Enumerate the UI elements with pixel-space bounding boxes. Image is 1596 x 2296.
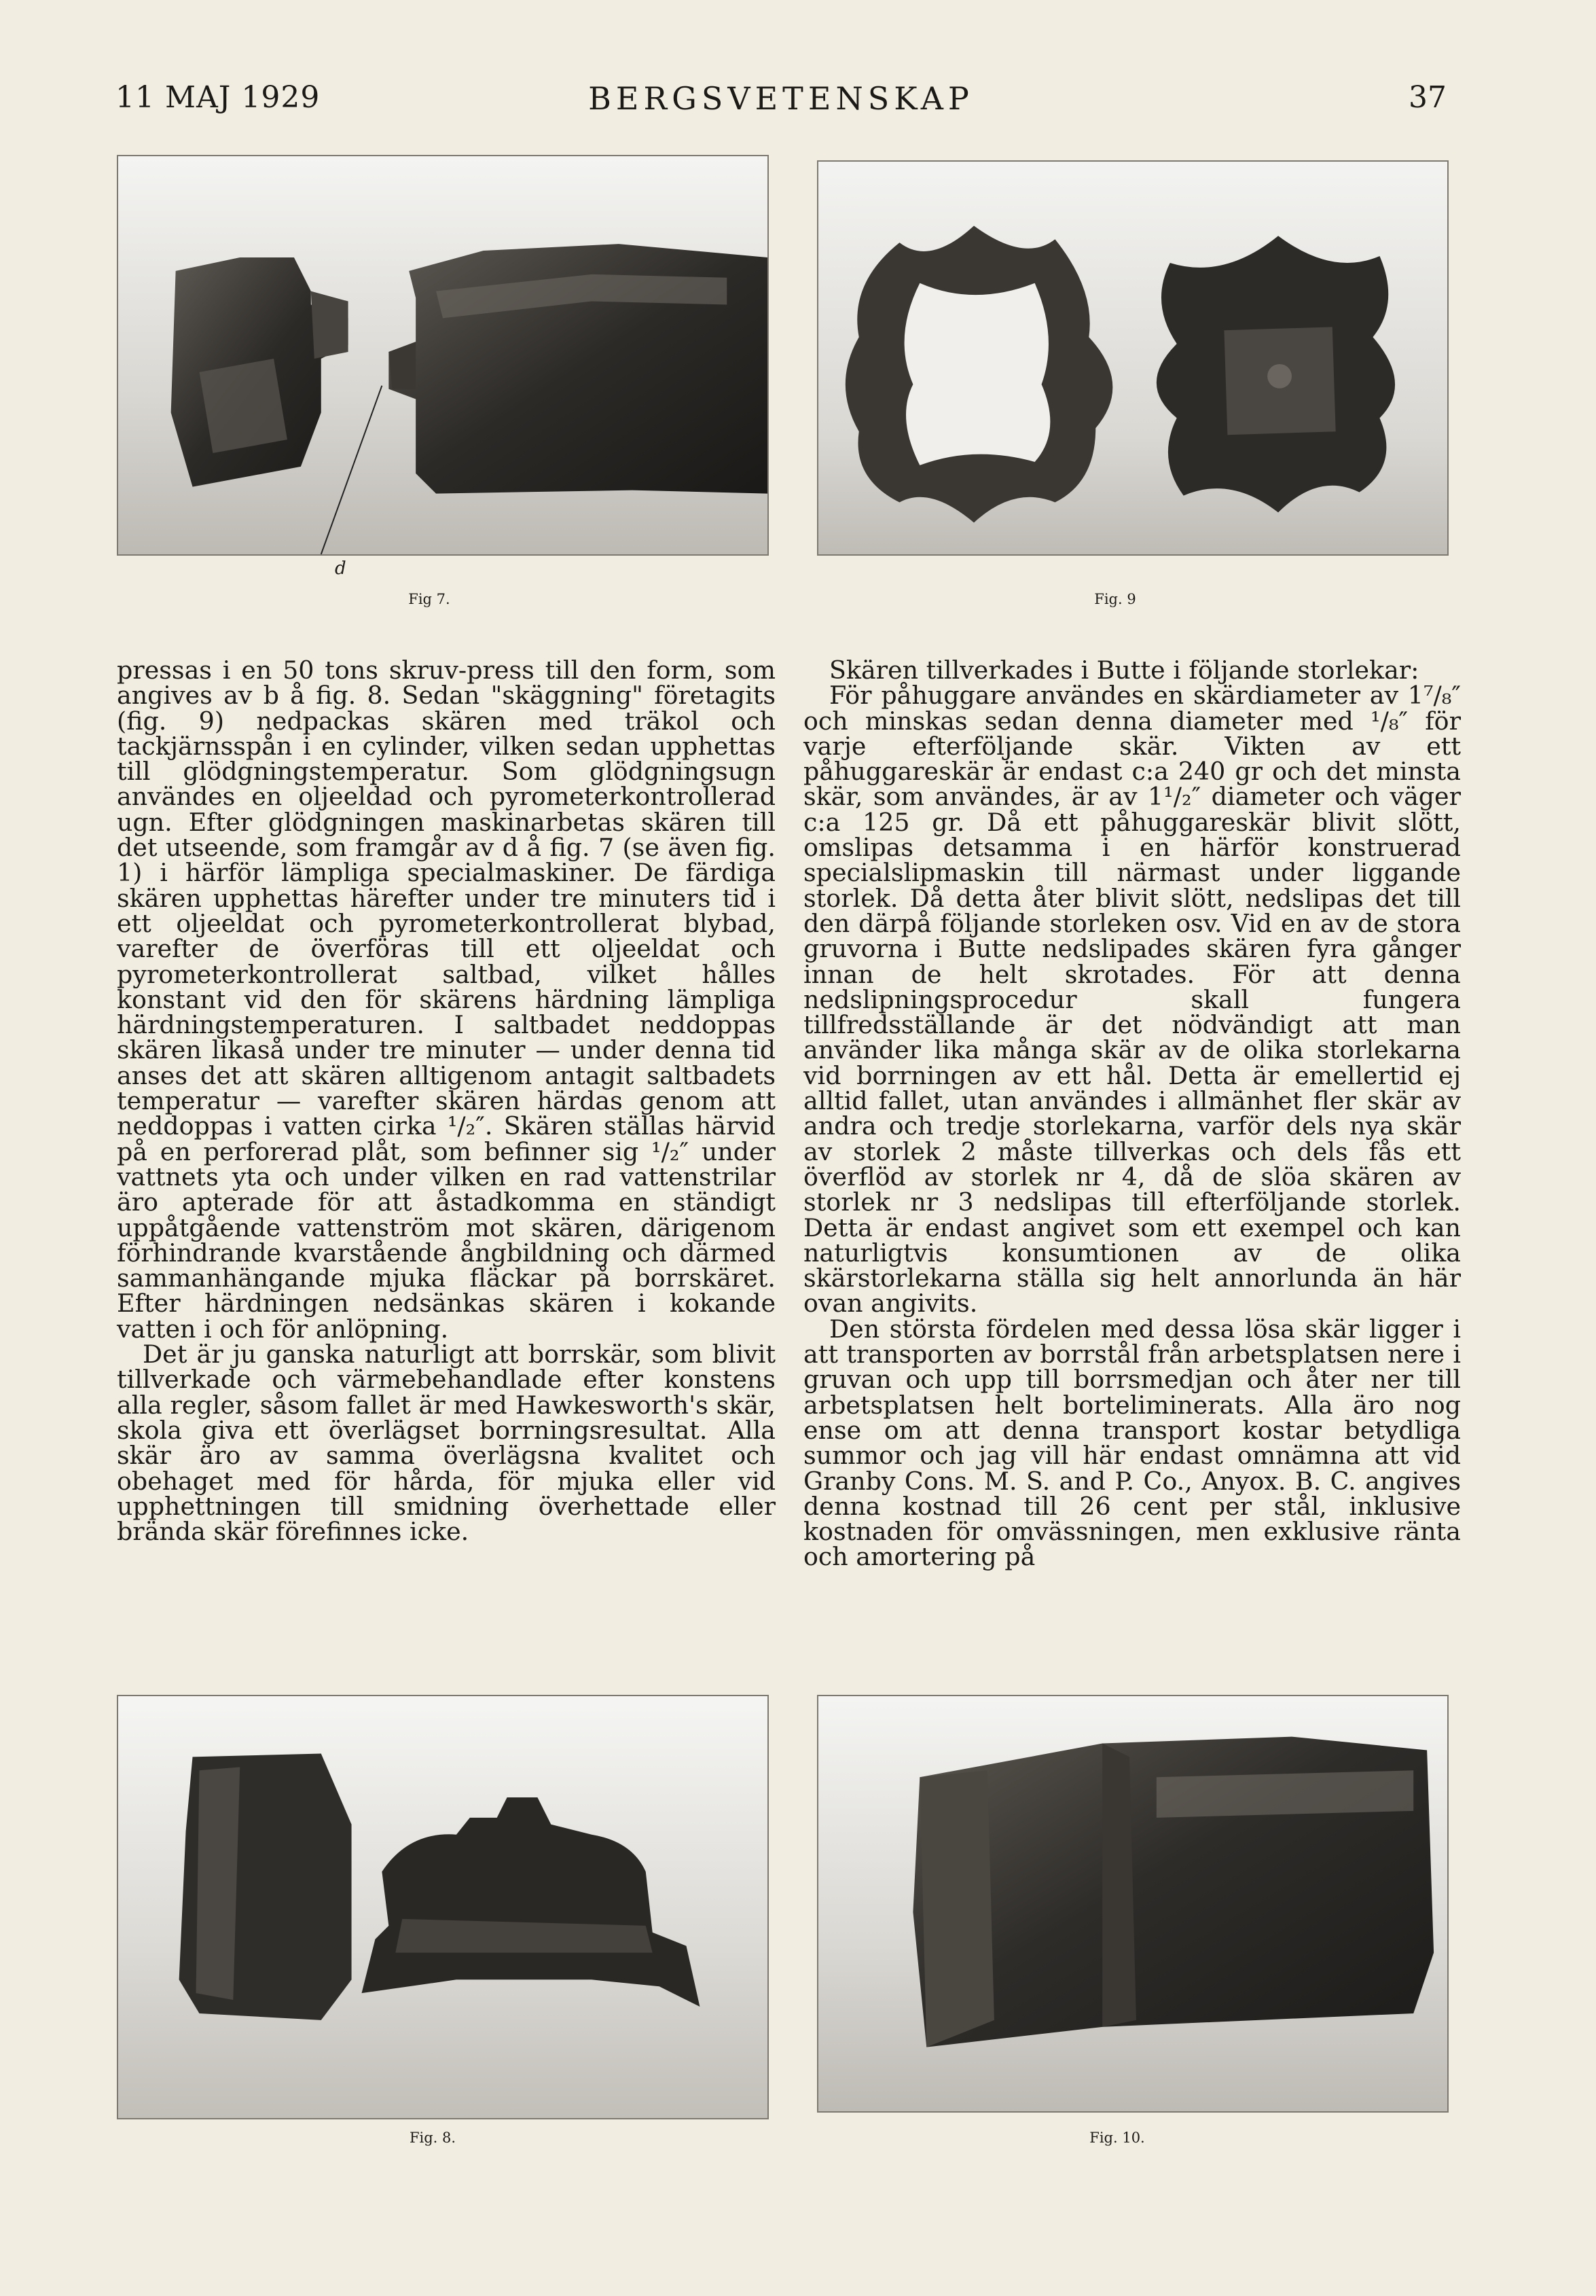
right-paragraph-1: Skären tillverkades i Butte i följande storlekar:	[829, 656, 1419, 685]
figure-8-caption: Fig. 8.	[409, 2130, 456, 2146]
left-column	[117, 656, 776, 1547]
left-paragraph-1: pressas i en 50 tons skruv-press till den form, som angives av b å fig. 8. Sedan "skäggning" företagits (fig. 9) nedpackas skären med träkol och tackjärnsspån i en cylinder, vilken sedan upphettas till glödgningstemperatur. Som glödgningsugn användes en oljeeldad och pyrometerkontrollerad ugn. Efter glödgningen maskinarbetas skären till det utseende, som framgår av d å fig. 7 (se även fig. 1) i härför lämpliga specialmaskiner. De färdiga skären upphettas härefter under tre minuters tid i ett oljeeldat och pyrometerkontrollerat blybad, varefter de överföras till ett oljeeldat och pyrometerkontrollerat saltbad, vilket hålles konstant vid den för skärens härdning lämpliga härdningstemperaturen. I saltbadet neddoppas skären likaså under tre minuter — under denna tid anses det att skären alltigenom antagit saltbadets temperatur — varefter skären härdas genom att neddoppas i vatten cirka ¹/₂″. Skären ställas härvid på en perforerad plåt, som befinner sig ¹/₂″ under vattnets yta och under vilken en rad vattenstrilar äro apterade för att åstadkomma en ständigt uppåtgående vattenström mot skären, därigenom förhindrande kvarstående ångbildning och därmed sammanhängande mjuka fläckar på borrskäret. Efter härdningen nedsänkas skären i kokande vatten i och för anlöpning.	[117, 656, 776, 1344]
running-header	[115, 73, 1447, 121]
figure-10-photo	[817, 1695, 1449, 2113]
figure-7-photo	[117, 155, 769, 556]
figure-7-label-d: d	[335, 558, 346, 579]
figure-7-caption: Fig 7.	[408, 591, 450, 607]
figure-9-photo	[817, 160, 1449, 556]
journal-title: BERGSVETENSKAP	[588, 80, 974, 117]
page-number: 37	[1409, 80, 1447, 115]
left-paragraph-2: Det är ju ganska naturligt att borrskär, som blivit tillverkade och värmebehandlade efter konstens alla regler, såsom fallet är med Hawkesworth's skär, skola giva ett överlägset borrningsresultat. Alla skär äro av samma överlägsna kvalitet och obehaget med för hårda, för mjuka eller vid upphettningen till smidning överhettade eller brända skär förefinnes icke.	[117, 1340, 776, 1547]
figure-8-photo	[117, 1695, 769, 2119]
right-paragraph-3: Den största fördelen med dessa lösa skär ligger i att transporten av borrstål från arbetsplatsen nere i gruvan och upp till borrsmedjan och åter ner till arbetsplatsen helt borteliminerats. Alla äro nog ense om att denna transport kostar betydliga summor och jag vill här endast omnämna att vid Granby Cons. M. S. and P. Co., Anyox. B. C. angives denna kostnad till 26 cent per stål, inklusive kostnaden för omvässningen, men exklusive ränta och amortering på	[803, 1314, 1461, 1572]
right-paragraph-2: För påhuggare användes en skärdiameter av 1⁷/₈″ och minskas sedan denna diameter med ¹/₈″ för varje efterföljande skär. Vikten av ett påhuggareskär är endast c:a 240 gr och det minsta skär, som användes, är av 1¹/₂″ diameter och väger c:a 125 gr. Då ett påhuggareskär blivit slött, omslipas detsamma i en härför konstruerad specialslipmaskin till närmast under liggande storlek. Då detta åter blivit slött, nedslipas det till den därpå följande storleken osv. Vid en av de stora gruvorna i Butte nedslipades skären fyra gånger innan de helt skrotades. För att denna nedslipningsprocedur skall fungera tillfredsställande är det nödvändigt att man använder lika många skär av de olika storlekarna vid borrningen av ett hål. Detta är emellertid ej alltid fallet, utan användes i allmänhet fler skär av andra och tredje storlekarna, varför dels nya skär av storlek 2 måste tillverkas och dels fås ett överflöd av storlek nr 4, då de slöa skären av storlek nr 3 nedslipas till efterföljande storlek. Detta är endast angivet som ett exempel och kan naturligtvis konsumtionen av de olika skärstorlekarna ställa sig helt annorlunda än här ovan angivits.	[803, 681, 1461, 1319]
issue-date: 11 MAJ 1929	[115, 80, 321, 115]
figure-9-caption: Fig. 9	[1094, 591, 1136, 607]
figure-10-caption: Fig. 10.	[1089, 2130, 1145, 2146]
right-column	[803, 658, 1461, 1570]
